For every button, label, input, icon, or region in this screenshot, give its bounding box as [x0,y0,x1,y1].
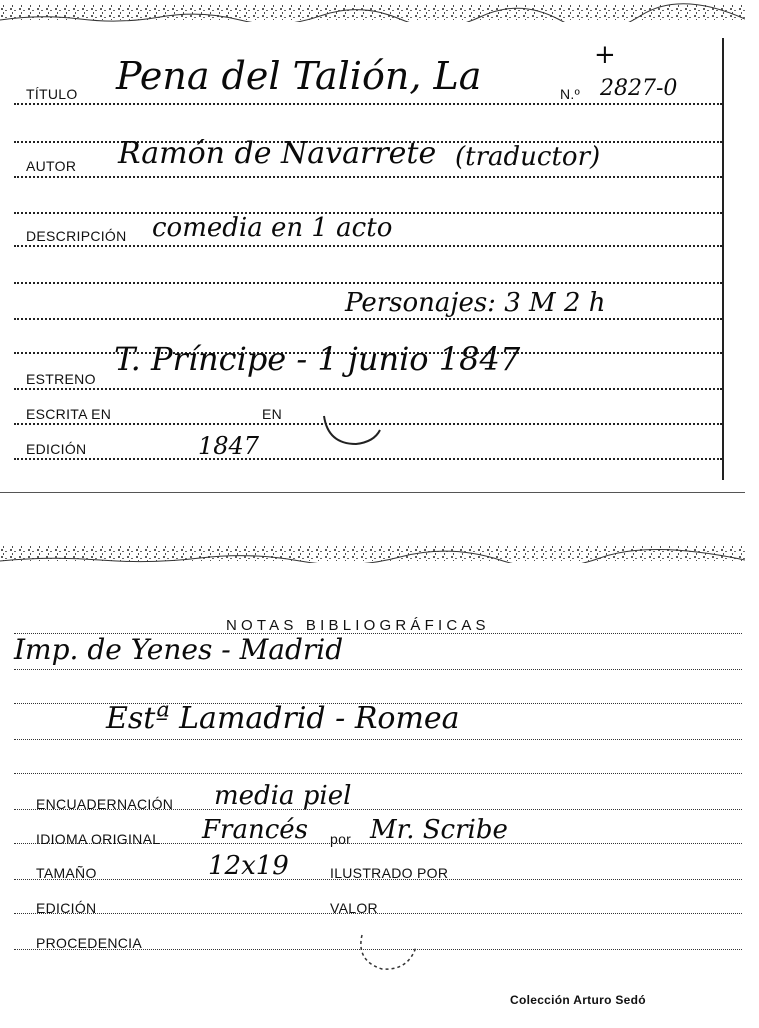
rule-b2 [14,669,742,670]
valor-label: VALOR [330,900,378,916]
estreno-label: ESTRENO [26,371,96,387]
torn-top-edge-back [0,541,745,563]
card-right-border [722,38,724,480]
rule-b9 [14,913,742,914]
escrita-en-label: ESCRITA EN [26,406,112,422]
titulo-label: TÍTULO [26,86,78,102]
estreno-value: T. Príncipe - 1 junio 1847 [114,340,521,378]
tamano-label: TAMAÑO [36,865,97,881]
por-value: Mr. Scribe [370,815,508,845]
numero-value: 2827-0 [600,76,678,101]
notas-title: NOTAS BIBLIOGRÁFICAS [226,617,490,634]
rule-estreno [14,388,722,390]
edicion-value: 1847 [198,432,260,460]
ilustrado-por-label: ILUSTRADO POR [330,865,449,881]
rule-autor [14,176,722,178]
note-line-1: Imp. de Yenes - Madrid [14,633,344,666]
catalog-card-front [0,0,759,495]
rule-3 [14,282,722,284]
edicion-label: EDICIÓN [26,441,87,457]
collection-credit: Colección Arturo Sedó [510,993,646,1007]
por-label: por [330,831,352,847]
rule-titulo [14,103,722,105]
autor-label: AUTOR [26,158,77,174]
encuadernacion-value: media piel [214,781,352,811]
rule-4 [14,318,722,320]
punch-hole-front [316,410,386,455]
procedencia-label: PROCEDENCIA [36,935,142,951]
encuadernacion-label: ENCUADERNACIÓN [36,796,174,812]
numero-mark: + [594,40,616,70]
autor-value: Ramón de Navarrete [118,136,437,171]
torn-top-edge [0,0,745,22]
descripcion-label: DESCRIPCIÓN [26,228,127,244]
autor-role: (traductor) [455,142,601,172]
rule-b5 [14,773,742,774]
card-bottom-line [0,492,745,493]
rule-b4 [14,739,742,740]
rule-descripcion [14,245,722,247]
personajes-value: Personajes: 3 M 2 h [345,288,606,318]
edicion-back-label: EDICIÓN [36,900,97,916]
rule-edicion [14,458,722,460]
titulo-value: Pena del Talión, La [116,54,482,98]
punch-hole-back [352,931,422,980]
numero-label: N.º [560,86,581,102]
idioma-original-label: IDIOMA ORIGINAL [36,831,161,847]
catalog-card-back [0,535,759,1028]
en-label: EN [262,406,283,422]
tamano-value: 12x19 [208,851,289,881]
note-line-2: Estª Lamadrid - Romea [106,701,460,736]
descripcion-value: comedia en 1 acto [152,213,393,243]
idioma-original-value: Francés [202,815,309,845]
